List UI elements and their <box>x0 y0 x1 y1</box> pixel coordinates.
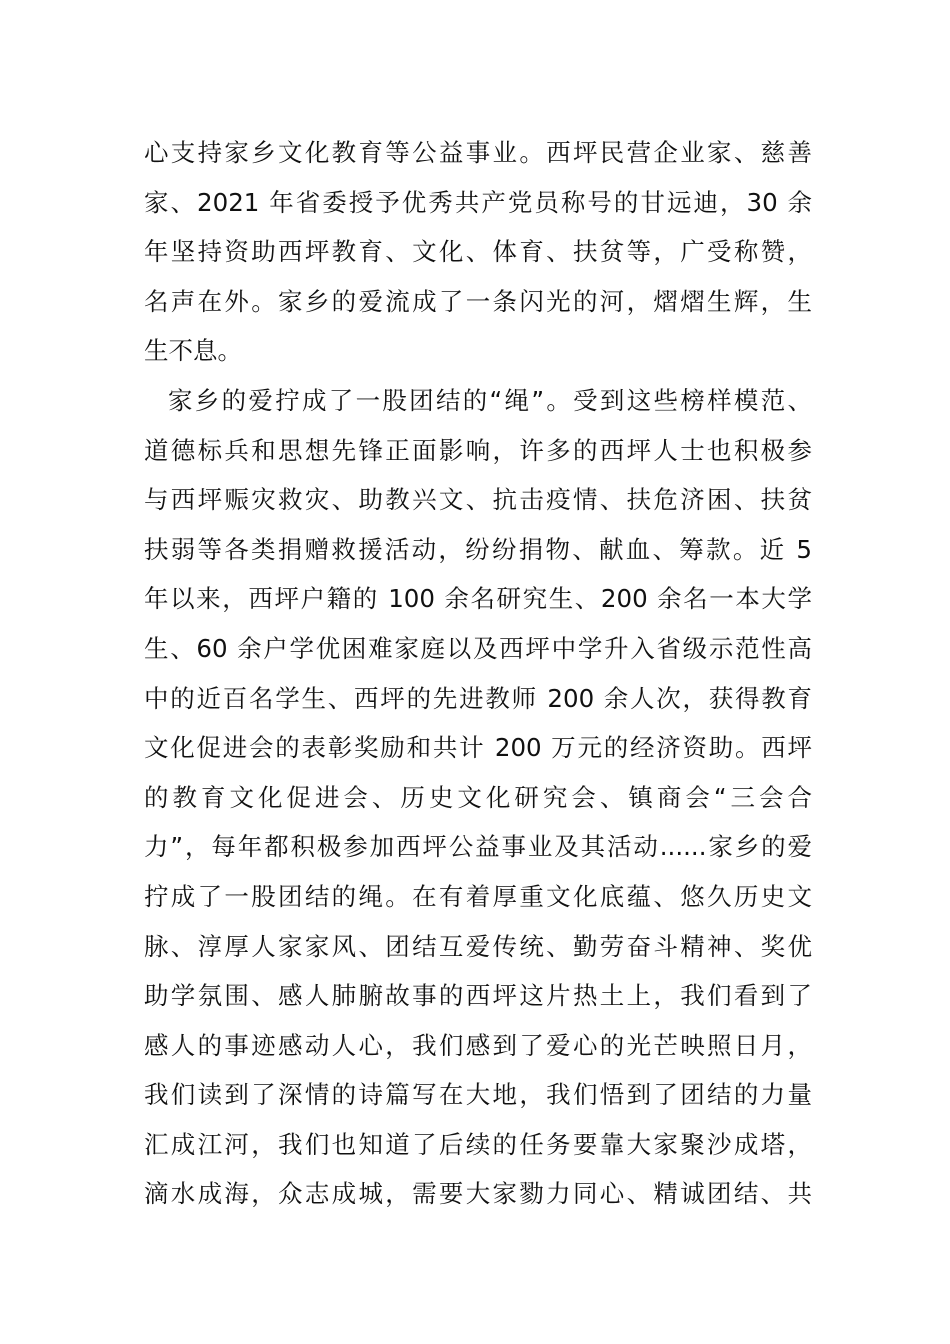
body-text <box>144 128 812 1219</box>
paragraph-end-line: 生不息。 <box>144 336 242 366</box>
text-line: 脉、淳厚人家家风、团结互爱传统、勤劳奋斗精神、奖优 <box>144 931 812 961</box>
text-line: 与西坪赈灾救灾、助教兴文、抗击疫情、扶危济困、扶贫 <box>144 485 812 515</box>
text-line: 家、2021 年省委授予优秀共产党员称号的甘远迪，30 余 <box>144 187 812 217</box>
text-line: 名声在外。家乡的爱流成了一条闪光的河，熠熠生辉，生 <box>144 286 812 316</box>
text-line: 年以来，西坪户籍的 100 余名研究生、200 余名一本大学 <box>144 584 812 614</box>
text-line: 心支持家乡文化教育等公益事业。西坪民营企业家、慈善 <box>144 138 812 167</box>
text-line: 我们读到了深情的诗篇写在大地，我们悟到了团结的力量 <box>144 1080 812 1110</box>
text-line: 年坚持资助西坪教育、文化、体育、扶贫等，广受称赞， <box>144 237 812 267</box>
text-line: 扶弱等各类捐赠救援活动，纷纷捐物、献血、筹款。近 5 <box>144 534 812 564</box>
paragraph-start-line: 家乡的爱拧成了一股团结的“绳”。受到这些榜样模范、 <box>168 385 812 415</box>
text-line: 文化促进会的表彰奖励和共计 200 万元的经济资助。西坪 <box>144 733 812 763</box>
text-line: 的教育文化促进会、历史文化研究会、镇商会“三会合 <box>144 782 812 812</box>
text-line: 拧成了一股团结的绳。在有着厚重文化底蕴、悠久历史文 <box>144 881 812 911</box>
text-line: 力”，每年都积极参加西坪公益事业及其活动......家乡的爱 <box>144 832 812 862</box>
text-line: 道德标兵和思想先锋正面影响，许多的西坪人士也积极参 <box>144 435 812 465</box>
text-line: 生、60 余户学优困难家庭以及西坪中学升入省级示范性高 <box>144 633 812 663</box>
text-line: 感人的事迹感动人心，我们感到了爱心的光芒映照日月， <box>144 1030 812 1060</box>
text-line: 汇成江河，我们也知道了后续的任务要靠大家聚沙成塔， <box>144 1129 812 1159</box>
text-line: 滴水成海，众志成城，需要大家勠力同心、精诚团结、共 <box>144 1179 812 1209</box>
text-line: 中的近百名学生、西坪的先进教师 200 余人次，获得教育 <box>144 683 812 713</box>
text-line: 助学氛围、感人肺腑故事的西坪这片热土上，我们看到了 <box>144 981 812 1011</box>
